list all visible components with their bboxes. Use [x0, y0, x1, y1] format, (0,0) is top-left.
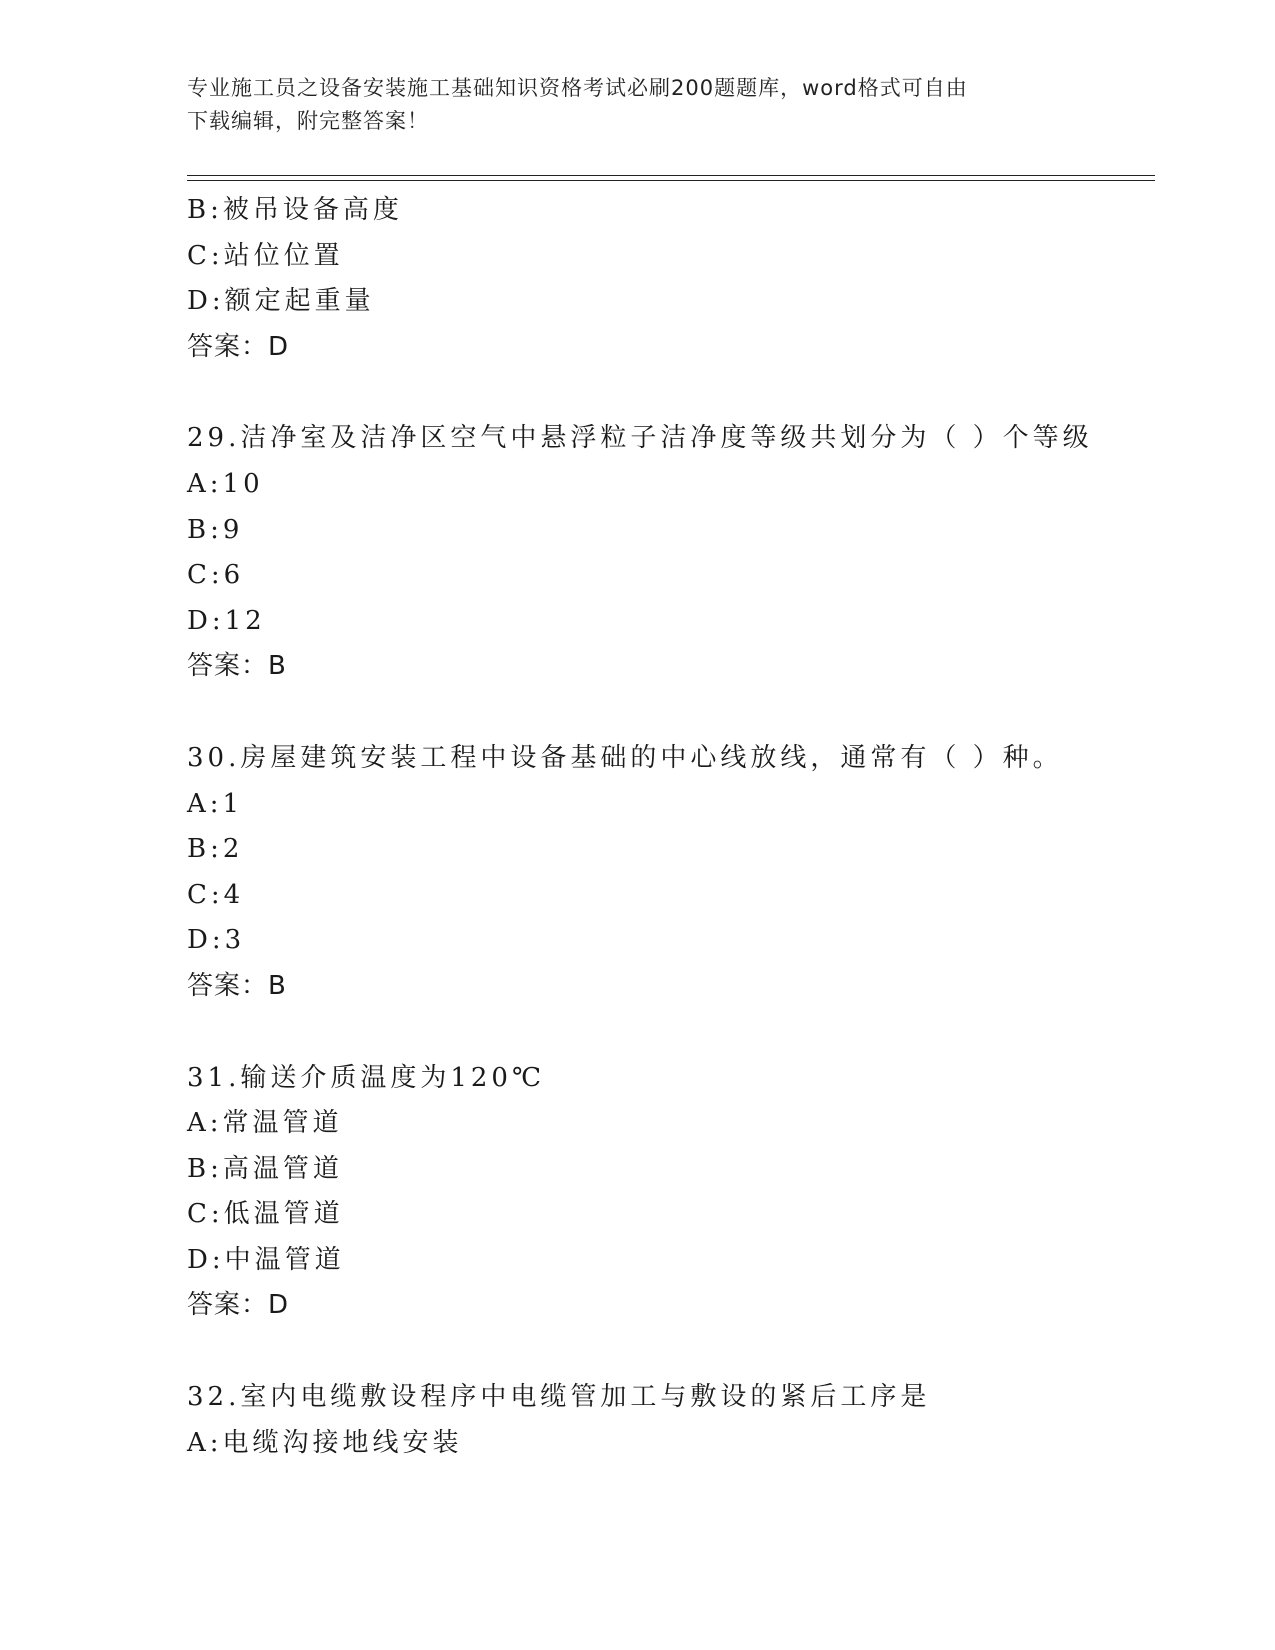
option-a: A:常温管道	[187, 1108, 343, 1139]
question-block-28	[187, 188, 1155, 370]
question-text: 29.洁净室及洁净区空气中悬浮粒子洁净度等级共划分为（ ）个等级	[187, 423, 1093, 454]
option-b: B:2	[187, 834, 244, 865]
option-c: C:4	[187, 879, 245, 910]
option-a: A:电缆沟接地线安装	[187, 1427, 463, 1458]
spacer	[187, 1010, 1155, 1056]
header-rule-bottom	[187, 180, 1155, 181]
option-c: C:站位位置	[187, 240, 344, 271]
question-block-32	[187, 1375, 1155, 1466]
option-a: A:1	[187, 788, 244, 819]
document-header	[187, 72, 1077, 138]
spacer	[187, 690, 1155, 736]
answer-line: 答案：B	[187, 970, 287, 1001]
question-list	[187, 188, 1155, 1466]
question-block-30	[187, 736, 1155, 1010]
option-d: D:中温管道	[187, 1244, 345, 1275]
option-d: D:3	[187, 925, 246, 956]
spacer	[187, 1329, 1155, 1375]
question-text: 30.房屋建筑安装工程中设备基础的中心线放线，通常有（ ）种。	[187, 742, 1063, 773]
answer-line: 答案：D	[187, 1290, 290, 1321]
option-b: B:9	[187, 514, 244, 545]
option-b: B:被吊设备高度	[187, 195, 403, 225]
option-b: B:高温管道	[187, 1153, 343, 1184]
option-d: D:12	[187, 605, 266, 636]
option-c: C:低温管道	[187, 1199, 344, 1230]
answer-line: 答案：B	[187, 651, 287, 682]
answer-line: 答案：D	[187, 331, 290, 362]
option-c: C:6	[187, 560, 245, 591]
question-text: 31.输送介质温度为120℃	[187, 1062, 546, 1093]
spacer	[187, 370, 1155, 416]
option-d: D:额定起重量	[187, 286, 375, 317]
header-line-2: 下载编辑，附完整答案！	[187, 109, 429, 133]
header-line-1: 专业施工员之设备安装施工基础知识资格考试必刷200题题库，word格式可自由	[187, 76, 968, 100]
question-block-29	[187, 416, 1155, 690]
question-text: 32.室内电缆敷设程序中电缆管加工与敷设的紧后工序是	[187, 1382, 931, 1413]
option-a: A:10	[187, 468, 264, 499]
header-rule-top	[187, 175, 1155, 176]
question-block-31	[187, 1056, 1155, 1330]
